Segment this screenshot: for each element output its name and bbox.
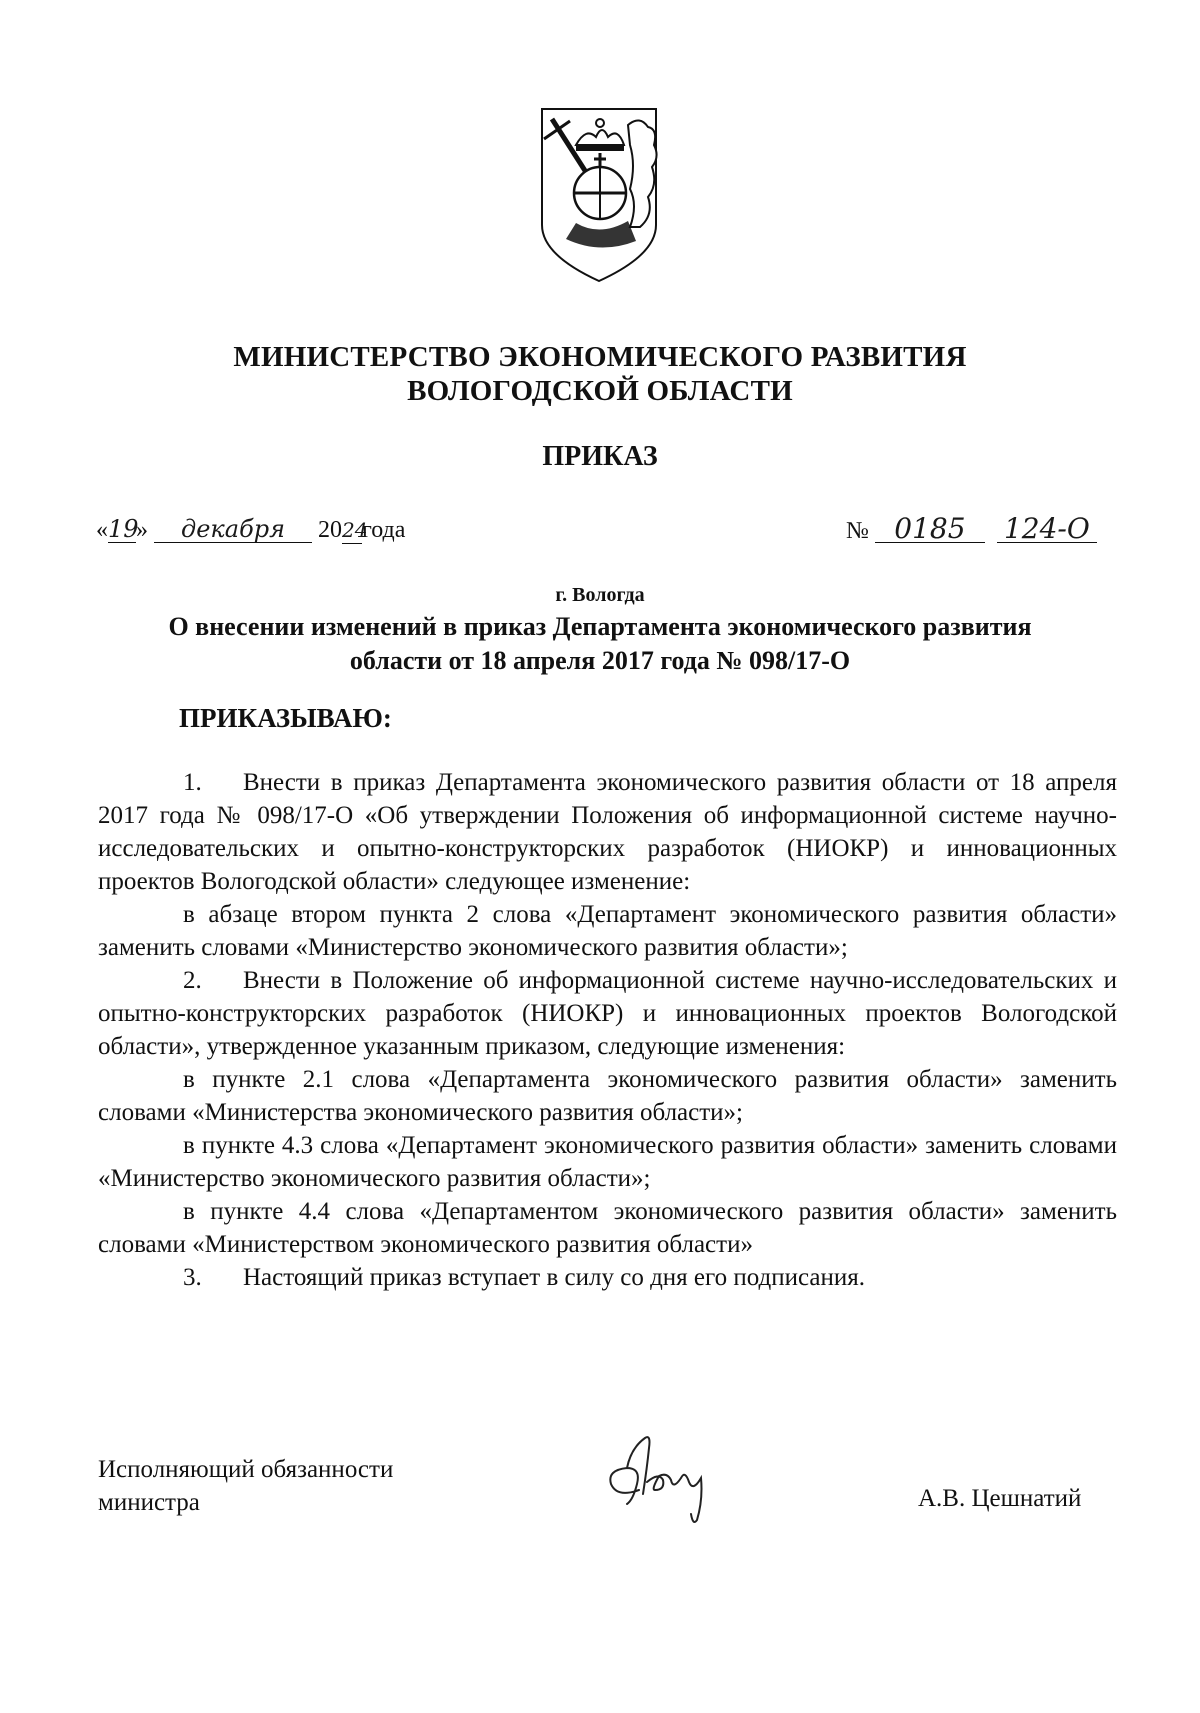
subject-line2: области от 18 апреля 2017 года № 098/17-О xyxy=(349,646,851,675)
date-month: декабря xyxy=(154,516,312,543)
document-body xyxy=(98,766,1117,1294)
number-part1: 0185 xyxy=(875,516,985,543)
paragraph-2-sub-1: в пункте 2.1 слова «Департамента экономического развития области» заменить словами «Министерства экономического развития области»; xyxy=(98,1066,1117,1126)
ministry-title xyxy=(0,340,1200,408)
paragraph-3 xyxy=(98,1261,1117,1294)
ministry-title-line2: ВОЛОГОДСКОЙ ОБЛАСТИ xyxy=(407,375,793,407)
signer-position-line1: Исполняющий обязанности xyxy=(98,1456,394,1483)
subject-line1: О внесении изменений в приказ Департамента экономического развития xyxy=(168,612,1032,641)
paragraph-2-number: 2. xyxy=(183,967,202,994)
number-sign: № xyxy=(846,518,869,544)
date-year-word: года xyxy=(362,517,406,543)
paragraph-2 xyxy=(98,964,1117,1063)
date-line xyxy=(96,516,476,556)
date-close-quote: » xyxy=(136,517,148,543)
paragraph-3-text: Настоящий приказ вступает в силу со дня его подписания. xyxy=(243,1264,866,1291)
place-of-issue: г. Вологда xyxy=(555,584,645,606)
paragraph-1-sub: в абзаце втором пункта 2 слова «Департамент экономического развития области» заменить словами «Министерство экономического развития области»; xyxy=(98,901,1117,961)
handwritten-signature xyxy=(597,1428,727,1528)
paragraph-3-number: 3. xyxy=(183,1264,202,1291)
paragraph-1-text: Внести в приказ Департамента экономического развития области от 18 апреля 2017 года № 098/17-О «Об утверждении Положения об информационной системе научно-исследовательских и опытно-конструкторских разработок (НИОКР) и инновационных проектов Вологодской области» следующее изменение: xyxy=(98,769,1117,895)
date-year-suffix: 24 xyxy=(342,518,368,542)
paragraph-2-sub-2: в пункте 4.3 слова «Департамент экономического развития области» заменить словами «Министерство экономического развития области»; xyxy=(98,1132,1117,1192)
date-year-prefix: 20 xyxy=(318,517,342,543)
number-part2: 124-О xyxy=(997,516,1097,543)
coat-of-arms-emblem xyxy=(536,105,662,285)
signer-position xyxy=(98,1453,393,1519)
signer-name: А.В. Цешнатий xyxy=(918,1485,1082,1512)
document-number xyxy=(846,512,1097,545)
order-word: ПРИКАЗЫВАЮ: xyxy=(179,703,392,733)
paragraph-2-sub-3: в пункте 4.4 слова «Департаментом экономического развития области» заменить словами «Министерством экономического развития области» xyxy=(98,1198,1117,1258)
ministry-title-line1: МИНИСТЕРСТВО ЭКОНОМИЧЕСКОГО РАЗВИТИЯ xyxy=(233,341,967,373)
paragraph-1-number: 1. xyxy=(183,769,202,796)
document-type: ПРИКАЗ xyxy=(542,441,658,472)
paragraph-1 xyxy=(98,766,1117,898)
paragraph-2-text: Внести в Положение об информационной системе научно-исследовательских и опытно-конструкторских разработок (НИОКР) и инновационных проектов Вологодской области», утвержденное указанным приказом, следующие изменения: xyxy=(98,967,1117,1060)
signer-position-line2: министра xyxy=(98,1489,200,1516)
date-open-quote: « xyxy=(96,517,108,543)
document-subject xyxy=(0,610,1200,678)
date-day: 19 xyxy=(108,515,139,543)
